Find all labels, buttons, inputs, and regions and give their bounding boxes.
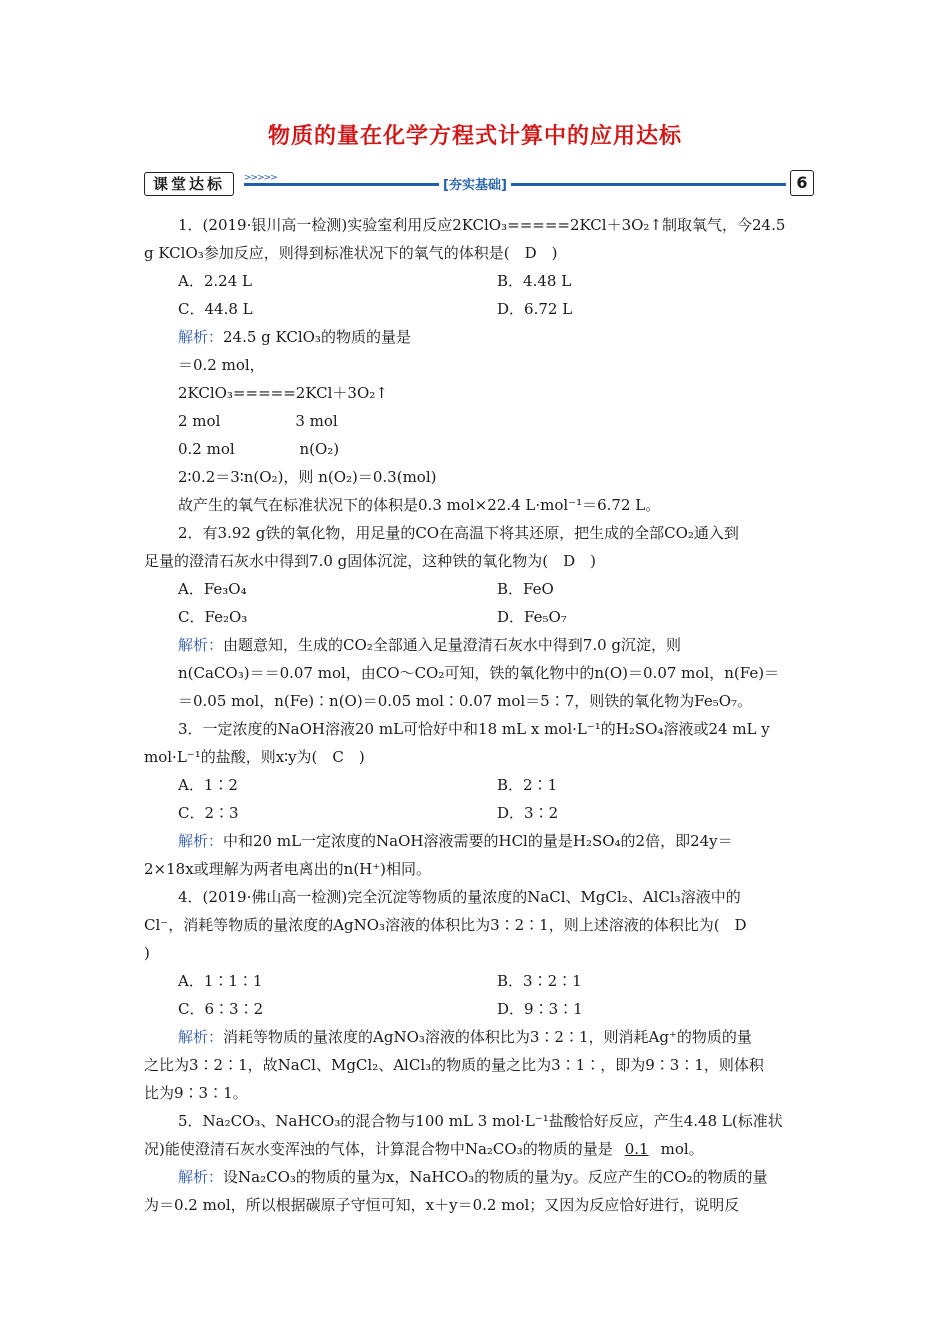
q1-solution-line1 [144, 323, 816, 351]
solution-label: 解析： [178, 1028, 224, 1046]
banner-arrows: >>>>> [244, 173, 277, 183]
solution-label: 解析： [178, 328, 224, 346]
q2-line1: 2．有3.92 g铁的氧化物，用足量的CO在高温下将其还原，把生成的全部CO₂通入到 [178, 524, 739, 542]
q4-line2: Cl⁻，消耗等物质的量浓度的AgNO₃溶液的体积比为3∶2∶1，则上述溶液的体积比为( D [144, 916, 747, 934]
q1-solution-line4: 2 mol 3 mol [178, 412, 338, 430]
solution-text: 设Na₂CO₃的物质的量为x，NaHCO₃的物质的量为y。反应产生的CO₂的物质的量 [223, 1168, 768, 1186]
q1-option-c: C．44.8 L [178, 300, 253, 318]
q4-solution-line2: 之比为3∶2∶1，故NaCl、MgCl₂、AlCl₃的物质的量之比为3∶1∶，即为9∶3∶1，则体积 [144, 1056, 764, 1074]
q3-solution-line2: 2×18x或理解为两者电离出的n(H⁺)相同。 [144, 860, 432, 878]
q3-option-d: D．3∶2 [497, 804, 559, 822]
banner-center-label: [夯实基础] [439, 174, 511, 193]
q5-line1: 5．Na₂CO₃、NaHCO₃的混合物与100 mL 3 mol·L⁻¹盐酸恰好反应，产生4.48 L(标准状 [178, 1112, 783, 1130]
q2-solution-line3: ＝0.05 mol，n(Fe)∶n(O)＝0.05 mol∶0.07 mol＝5∶7，则铁的氧化物为Fe₅O₇。 [178, 692, 753, 710]
q4-option-a: A．1∶1∶1 [178, 972, 263, 990]
banner-line [244, 183, 786, 186]
q2-line2: 足量的澄清石灰水中得到7.0 g固体沉淀，这种铁的氧化物为( D ) [144, 552, 596, 570]
q1-solution-line3: 2KClO₃=====2KCl＋3O₂↑ [178, 384, 388, 402]
solution-text: 中和20 mL一定浓度的NaOH溶液需要的HCl的量是H₂SO₄的2倍，即24y＝ [223, 832, 733, 850]
q3-option-c: C．2∶3 [178, 804, 239, 822]
q2-option-c: C．Fe₂O₃ [178, 608, 248, 626]
q5-line2-unit: mol。 [660, 1140, 704, 1158]
q3-options-row1 [144, 771, 816, 799]
q3-option-a: A．1∶2 [178, 776, 238, 794]
page-number-badge: 6 [790, 170, 814, 196]
q2-options-row1 [144, 575, 816, 603]
q4-line1: 4．(2019·佛山高一检测)完全沉淀等物质的量浓度的NaCl、MgCl₂、AlCl₃溶液中的 [178, 888, 741, 906]
q1-line1: 1．(2019·银川高一检测)实验室利用反应2KClO₃=====2KCl＋3O₂↑制取氧气，今24.5 [178, 216, 786, 234]
section-banner [144, 170, 816, 198]
q4-solution-line1 [144, 1023, 816, 1051]
solution-text: 由题意知，生成的CO₂全部通入足量澄清石灰水中得到7.0 g沉淀，则 [223, 636, 682, 654]
solution-text: 消耗等物质的量浓度的AgNO₃溶液的体积比为3∶2∶1，则消耗Ag⁺的物质的量 [223, 1028, 752, 1046]
q1-solution-line7: 故产生的氧气在标准状况下的体积是0.3 mol×22.4 L·mol⁻¹＝6.72 L。 [178, 496, 661, 514]
q4-solution-line3: 比为9∶3∶1。 [144, 1084, 248, 1102]
q1-line2: g KClO₃参加反应，则得到标准状况下的氧气的体积是( D ) [144, 244, 558, 262]
q2-option-d: D．Fe₅O₇ [497, 608, 567, 626]
q5-solution-line1 [144, 1163, 816, 1191]
q3-line1: 3．一定浓度的NaOH溶液20 mL可恰好中和18 mL x mol·L⁻¹的H₂SO₄溶液或24 mL y [178, 720, 770, 738]
solution-label: 解析： [178, 1168, 224, 1186]
solution-text: 24.5 g KClO₃的物质的量是 [223, 328, 411, 346]
q5-line2-text: 况)能使澄清石灰水变浑浊的气体，计算混合物中Na₂CO₃的物质的量是 [144, 1140, 613, 1158]
q1-option-a: A．2.24 L [178, 272, 252, 290]
q1-solution-line2: ＝0.2 mol， [178, 356, 265, 374]
q4-options-row2 [144, 995, 816, 1023]
q2-option-a: A．Fe₃O₄ [178, 580, 247, 598]
q3-option-b: B．2∶1 [497, 776, 558, 794]
banner-tag: 课堂达标 [144, 172, 234, 196]
q2-option-b: B．FeO [497, 580, 554, 598]
q4-options-row1 [144, 967, 816, 995]
q3-line2: mol·L⁻¹的盐酸，则x∶y为( C ) [144, 748, 365, 766]
q1-options-row2 [144, 295, 816, 323]
q2-solution-line1 [144, 631, 816, 659]
q2-solution-line2: n(CaCO₃)＝＝0.07 mol，由CO～CO₂可知，铁的氧化物中的n(O)＝0.07 mol，n(Fe)＝ [178, 664, 780, 682]
q1-options-row1 [144, 267, 816, 295]
q4-line3: ) [144, 944, 150, 962]
q3-options-row2 [144, 799, 816, 827]
q4-option-d: D．9∶3∶1 [497, 1000, 583, 1018]
q5-line2 [144, 1135, 816, 1163]
q5-answer-blank: 0.1 [624, 1140, 649, 1158]
solution-label: 解析： [178, 636, 224, 654]
q5-solution-line2: 为＝0.2 mol，所以根据碳原子守恒可知，x＋y＝0.2 mol；又因为反应恰好进行，说明反 [144, 1196, 740, 1214]
q4-option-c: C．6∶3∶2 [178, 1000, 264, 1018]
q1-option-d: D．6.72 L [497, 300, 573, 318]
content [144, 211, 816, 1219]
q3-solution-line1 [144, 827, 816, 855]
q1-solution-line5: 0.2 mol n(O₂) [178, 440, 340, 458]
q1-option-b: B．4.48 L [497, 272, 572, 290]
q4-option-b: B．3∶2∶1 [497, 972, 582, 990]
q2-options-row2 [144, 603, 816, 631]
solution-label: 解析： [178, 832, 224, 850]
q1-solution-line6: 2∶0.2＝3∶n(O₂)，则 n(O₂)＝0.3(mol) [178, 468, 437, 486]
page-title: 物质的量在化学方程式计算中的应用达标 [267, 123, 682, 149]
